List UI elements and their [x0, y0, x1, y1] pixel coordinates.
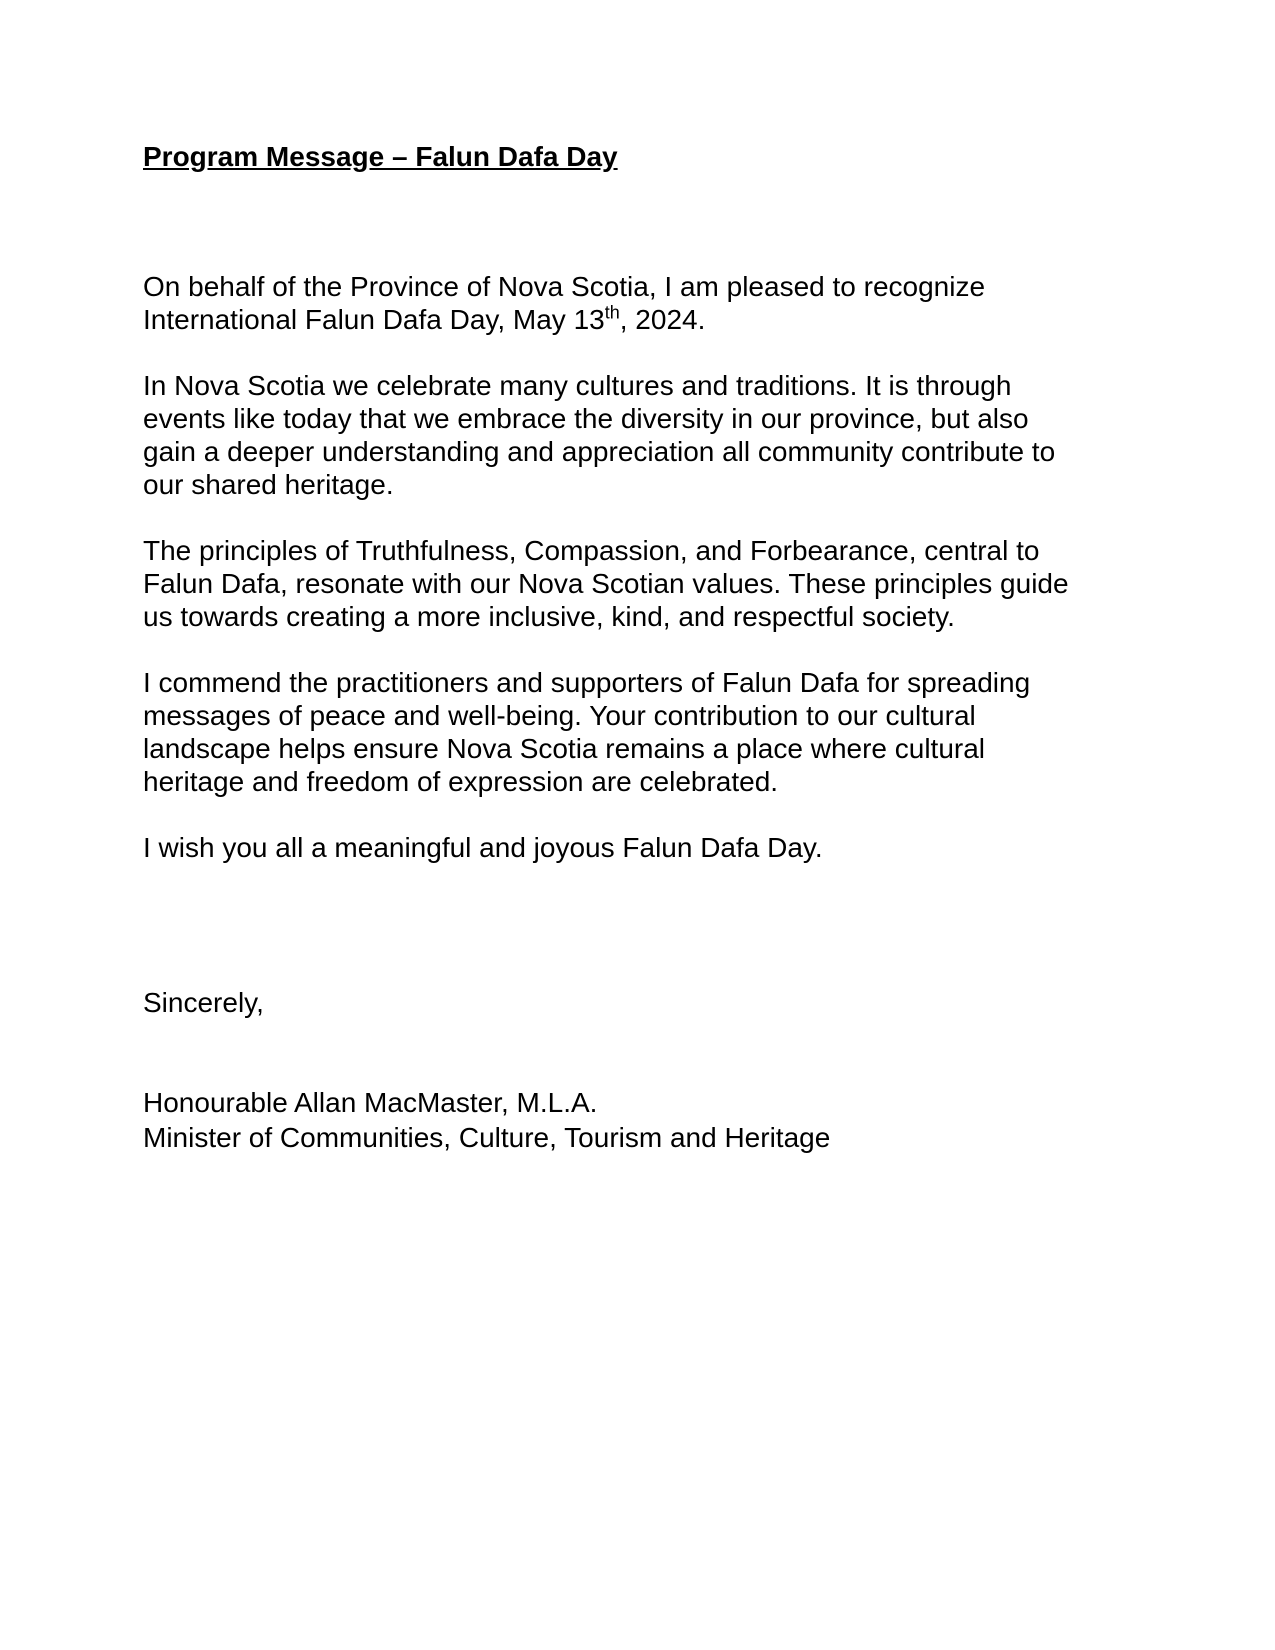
page-title: Program Message – Falun Dafa Day [143, 141, 618, 172]
closing-salutation: Sincerely, [143, 986, 264, 1018]
paragraph-principles: The principles of Truthfulness, Compassion, and Forbearance, central to Falun Dafa, resonate with our Nova Scotian values. These principles guide us towards creating a more inclusive, kind, and respectful society. [143, 534, 1069, 632]
ordinal-superscript: th [604, 302, 620, 323]
paragraph-opening [143, 270, 1083, 336]
signature-block [143, 986, 1083, 1155]
signature-title: Minister of Communities, Culture, Tourism and Heritage [143, 1121, 831, 1153]
signature-name: Honourable Allan MacMaster, M.L.A. [143, 1086, 598, 1118]
letter-content [143, 140, 1083, 1155]
paragraph-celebrate-cultures: In Nova Scotia we celebrate many cultures and traditions. It is through events like today that we embrace the diversity in our province, but also gain a deeper understanding and appreciation all community contribute to our shared heritage. [143, 369, 1056, 500]
paragraph-wish: I wish you all a meaningful and joyous Falun Dafa Day. [143, 831, 823, 863]
paragraph-commend-practitioners: I commend the practitioners and supporters of Falun Dafa for spreading messages of peace and well-being. Your contribution to our cultural landscape helps ensure Nova Scotia remains a place where cultural heritage and freedom of expression are celebrated. [143, 666, 1031, 797]
paragraph-opening-text: On behalf of the Province of Nova Scotia, I am pleased to recognize International Falun Dafa Day, May 13 [143, 270, 986, 335]
paragraph-opening-date-end: , 2024. [619, 303, 706, 335]
